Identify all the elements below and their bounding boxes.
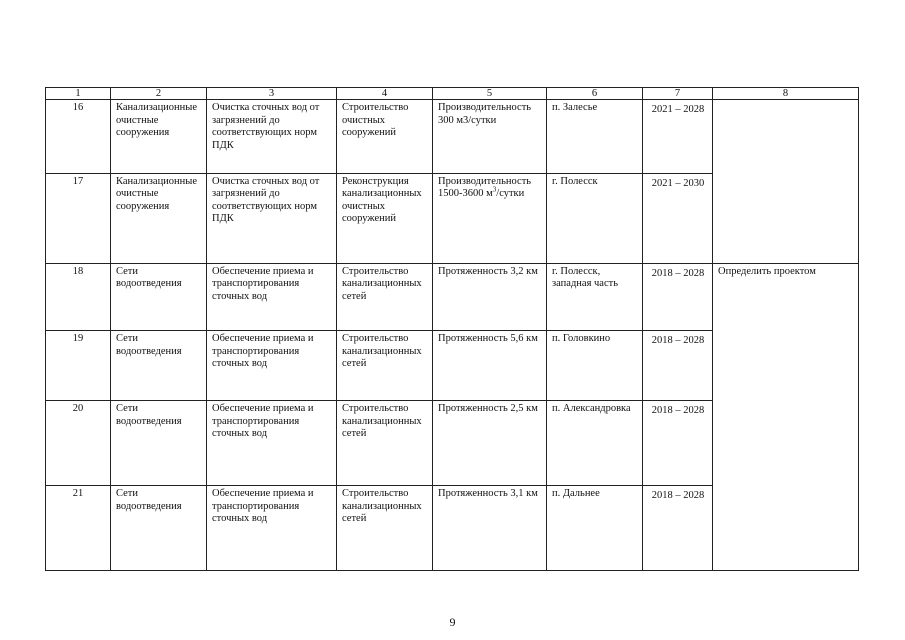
period-cell: 2021 – 2028	[643, 100, 713, 174]
table-row	[46, 100, 859, 174]
object-cell: Сети водоотведения	[111, 331, 207, 401]
period-cell: 2018 – 2028	[643, 486, 713, 571]
column-header-4: 4	[337, 88, 433, 100]
work-cell: Реконструкция канализационных очистных сооружений	[337, 173, 433, 263]
column-header-6: 6	[547, 88, 643, 100]
column-header-5: 5	[433, 88, 547, 100]
row-number: 20	[46, 401, 111, 486]
infrastructure-table	[45, 87, 859, 571]
object-cell: Канализационные очистные сооружения	[111, 100, 207, 174]
column-header-2: 2	[111, 88, 207, 100]
capacity-cell	[433, 173, 547, 263]
purpose-cell: Очистка сточных вод от загрязнений до соответствующих норм ПДК	[207, 173, 337, 263]
location-cell: п. Залесье	[547, 100, 643, 174]
column-header-3: 3	[207, 88, 337, 100]
work-cell: Строительство канализационных сетей	[337, 331, 433, 401]
note-cell: Определить проектом	[713, 263, 859, 570]
period-cell: 2018 – 2028	[643, 263, 713, 331]
work-cell: Строительство канализационных сетей	[337, 263, 433, 331]
column-header-1: 1	[46, 88, 111, 100]
row-number: 17	[46, 173, 111, 263]
location-cell: г. Полесск, западная часть	[547, 263, 643, 331]
location-cell: п. Александровка	[547, 401, 643, 486]
period-cell: 2021 – 2030	[643, 173, 713, 263]
capacity-cell: Протяженность 3,1 км	[433, 486, 547, 571]
capacity-superscript: 3	[492, 185, 497, 194]
work-cell: Строительство канализационных сетей	[337, 486, 433, 571]
capacity-cell: Производительность 300 м3/сутки	[433, 100, 547, 174]
capacity-cell: Протяженность 3,2 км	[433, 263, 547, 331]
period-cell: 2018 – 2028	[643, 331, 713, 401]
page-number: 9	[449, 615, 456, 629]
note-cell-empty	[713, 100, 859, 264]
purpose-cell: Обеспечение приема и транспортирования сточных вод	[207, 401, 337, 486]
purpose-cell: Обеспечение приема и транспортирования сточных вод	[207, 486, 337, 571]
work-cell: Строительство очистных сооружений	[337, 100, 433, 174]
object-cell: Канализационные очистные сооружения	[111, 173, 207, 263]
location-cell: г. Полесск	[547, 173, 643, 263]
capacity-cell: Протяженность 2,5 км	[433, 401, 547, 486]
column-header-8: 8	[713, 88, 859, 100]
table-row	[46, 263, 859, 331]
capacity-text: Производительность 1500-3600 м	[438, 175, 532, 200]
location-cell: п. Дальнее	[547, 486, 643, 571]
column-header-7: 7	[643, 88, 713, 100]
purpose-cell: Обеспечение приема и транспортирования сточных вод	[207, 263, 337, 331]
row-number: 19	[46, 331, 111, 401]
period-cell: 2018 – 2028	[643, 401, 713, 486]
object-cell: Сети водоотведения	[111, 486, 207, 571]
row-number: 18	[46, 263, 111, 331]
row-number: 21	[46, 486, 111, 571]
row-number: 16	[46, 100, 111, 174]
capacity-cell: Протяженность 5,6 км	[433, 331, 547, 401]
object-cell: Сети водоотведения	[111, 263, 207, 331]
object-cell: Сети водоотведения	[111, 401, 207, 486]
purpose-cell: Обеспечение приема и транспортирования сточных вод	[207, 331, 337, 401]
work-cell: Строительство канализационных сетей	[337, 401, 433, 486]
location-cell: п. Головкино	[547, 331, 643, 401]
header-row	[46, 88, 859, 100]
purpose-cell: Очистка сточных вод от загрязнений до соответствующих норм ПДК	[207, 100, 337, 174]
capacity-unit: /сутки	[496, 188, 525, 200]
